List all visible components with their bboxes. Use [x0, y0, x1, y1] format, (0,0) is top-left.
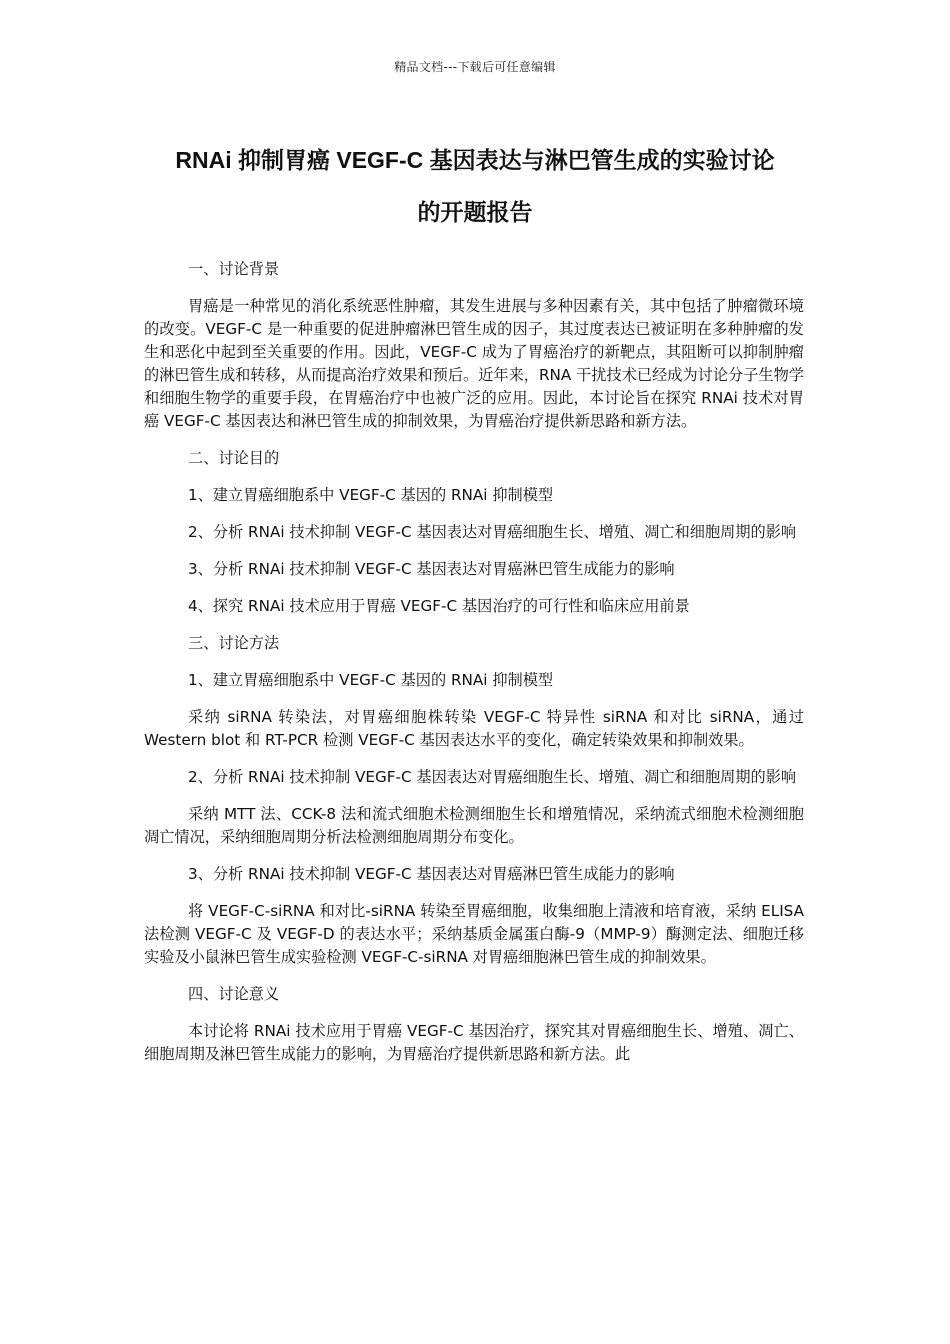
objective-item-1: 1、建立胃癌细胞系中 VEGF-C 基因的 RNAi 抑制模型 [188, 486, 554, 504]
method-paragraph-3: 将 VEGF-C-siRNA 和对比-siRNA 转染至胃癌细胞，收集细胞上清液和培育液，采纳 ELISA 法检测 VEGF-C 及 VEGF-D 的表达水平；采纳基质金属蛋白酶-9（MMP-9）酶测定法、细胞迁移实验及小鼠淋巴管生成实验检测 VEGF-C-siRNA 对胃癌细胞淋巴管生成的抑制效果。 [144, 902, 804, 966]
header-note: 精品文档---下载后可任意编辑 [394, 60, 556, 74]
paragraph-background: 胃癌是一种常见的消化系统恶性肿瘤，其发生进展与多种因素有关，其中包括了肿瘤微环境的改变。VEGF-C 是一种重要的促进肿瘤淋巴管生成的因子，其过度表达已被证明在多种肿瘤的发生和恶化中起到至关重要的作用。因此，VEGF-C 成为了胃癌治疗的新靶点，其阻断可以抑制肿瘤的淋巴管生成和转移，从而提高治疗效果和预后。近年来，RNA 干扰技术已经成为讨论分子生物学和细胞生物学的重要手段，在胃癌治疗中也被广泛的应用。因此，本讨论旨在探究 RNAi 技术对胃癌 VEGF-C 基因表达和淋巴管生成的抑制效果，为胃癌治疗提供新思路和新方法。 [144, 297, 804, 430]
document-title [120, 134, 830, 238]
method-paragraph-2: 采纳 MTT 法、CCK-8 法和流式细胞术检测细胞生长和增殖情况，采纳流式细胞术检测细胞凋亡情况，采纳细胞周期分析法检测细胞周期分布变化。 [144, 805, 804, 846]
objective-item-4: 4、探究 RNAi 技术应用于胃癌 VEGF-C 基因治疗的可行性和临床应用前景 [188, 597, 690, 615]
title-line-1: RNAi 抑制胃癌 VEGF-C 基因表达与淋巴管生成的实验讨论 [175, 147, 775, 173]
method-paragraph-1: 采纳 siRNA 转染法，对胃癌细胞株转染 VEGF-C 特异性 siRNA 和对比 siRNA，通过 Western blot 和 RT-PCR 检测 VEGF-C 基因表达水平的变化，确定转染效果和抑制效果。 [144, 708, 804, 749]
title-line-2: 的开题报告 [417, 199, 533, 225]
objective-item-3: 3、分析 RNAi 技术抑制 VEGF-C 基因表达对胃癌淋巴管生成能力的影响 [188, 560, 675, 578]
paragraph-significance: 本讨论将 RNAi 技术应用于胃癌 VEGF-C 基因治疗，探究其对胃癌细胞生长、增殖、凋亡、细胞周期及淋巴管生成能力的影响，为胃癌治疗提供新思路和新方法。此 [144, 1022, 804, 1063]
method-heading-3: 3、分析 RNAi 技术抑制 VEGF-C 基因表达对胃癌淋巴管生成能力的影响 [188, 865, 675, 883]
document-body [144, 258, 804, 1080]
section-heading-significance: 四、讨论意义 [188, 985, 280, 1003]
method-heading-1: 1、建立胃癌细胞系中 VEGF-C 基因的 RNAi 抑制模型 [188, 671, 554, 689]
section-heading-background: 一、讨论背景 [188, 260, 280, 278]
objective-item-2: 2、分析 RNAi 技术抑制 VEGF-C 基因表达对胃癌细胞生长、增殖、凋亡和细胞周期的影响 [188, 523, 797, 541]
method-heading-2: 2、分析 RNAi 技术抑制 VEGF-C 基因表达对胃癌细胞生长、增殖、凋亡和细胞周期的影响 [188, 768, 797, 786]
section-heading-objectives: 二、讨论目的 [188, 449, 280, 467]
section-heading-methods: 三、讨论方法 [188, 634, 280, 652]
